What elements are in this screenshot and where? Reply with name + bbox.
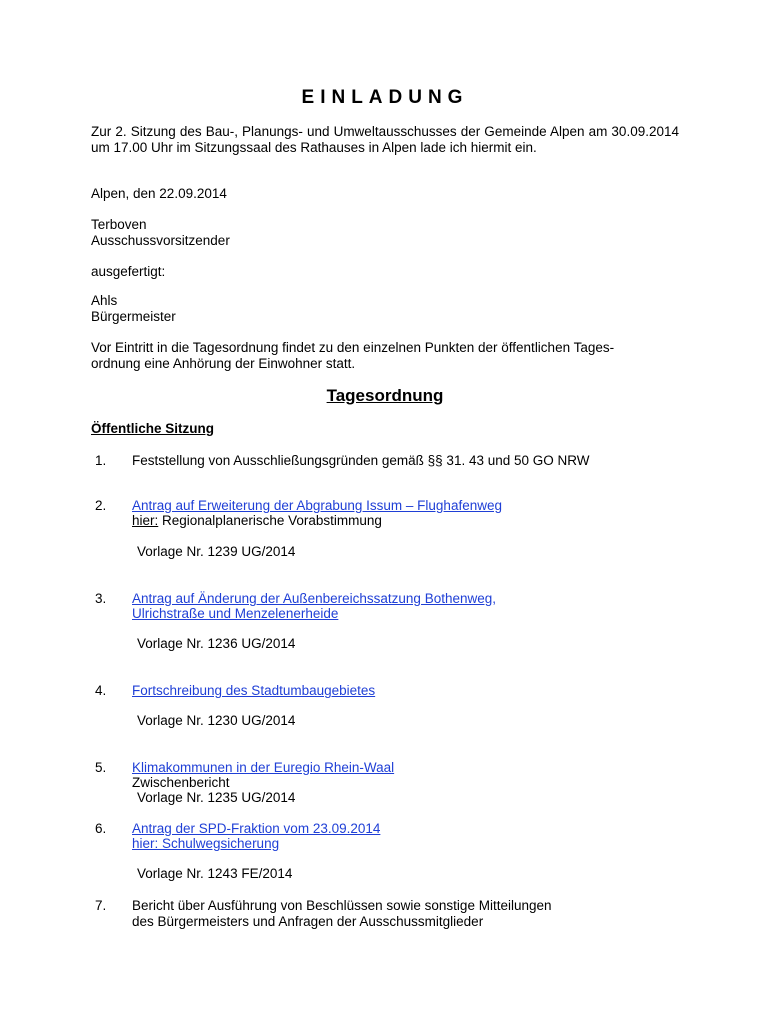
agenda-item-text: Feststellung von Ausschließungsgründen gemäß §§ 31. 43 und 50 GO NRW (132, 453, 590, 468)
agenda-item-number: 1. (95, 453, 107, 468)
agenda-item-number: 5. (95, 760, 107, 775)
issued-label: ausgefertigt: (91, 264, 166, 279)
vorlage-number: Vorlage Nr. 1243 FE/2014 (137, 866, 293, 881)
invitation-text: Zur 2. Sitzung des Bau-, Planungs- und Umweltausschusses der Gemeinde Alpen am 30.09.2014 um 17.00 Uhr im Sitzungssaal des Rathauses in Alpen lade ich hiermit ein. (91, 124, 679, 155)
document-title: EINLADUNG (301, 87, 469, 108)
signer-role: Ausschussvorsitzender (91, 233, 230, 248)
agenda-item-link-continued[interactable]: hier: Schulwegsicherung (132, 836, 280, 851)
hearing-note-line2: ordnung eine Anhörung der Einwohner statt. (91, 356, 356, 371)
signer-name: Terboven (91, 217, 147, 232)
agenda-item-subline: Zwischenbericht (132, 775, 230, 790)
vorlage-number: Vorlage Nr. 1239 UG/2014 (137, 544, 296, 559)
agenda-item-link[interactable]: Klimakommunen in der Euregio Rhein-Waal (132, 760, 395, 775)
agenda-heading: Tagesordnung (326, 386, 444, 405)
vorlage-number: Vorlage Nr. 1230 UG/2014 (137, 713, 296, 728)
agenda-item-number: 4. (95, 683, 107, 698)
agenda-item-text: Bericht über Ausführung von Beschlüssen sowie sonstige Mitteilungen (132, 898, 552, 913)
agenda-item-subline (132, 513, 382, 529)
subline-text: Regionalplanerische Vorabstimmung (158, 513, 382, 528)
vorlage-number: Vorlage Nr. 1235 UG/2014 (137, 790, 296, 805)
agenda-item-link[interactable]: Fortschreibung des Stadtumbaugebietes (132, 683, 376, 698)
agenda-item-number: 6. (95, 821, 107, 836)
agenda-item-number: 2. (95, 498, 107, 513)
date-line: Alpen, den 22.09.2014 (91, 186, 227, 201)
agenda-item-link[interactable]: Antrag auf Änderung der Außenbereichssatzung Bothenweg, (132, 591, 496, 606)
public-session-heading: Öffentliche Sitzung (91, 421, 214, 436)
vorlage-number: Vorlage Nr. 1236 UG/2014 (137, 636, 296, 651)
issuer-name: Ahls (91, 293, 118, 308)
agenda-item-text-continued: des Bürgermeisters und Anfragen der Ausschussmitglieder (132, 914, 484, 929)
agenda-item-link[interactable]: Antrag auf Erweiterung der Abgrabung Issum – Flughafenweg (132, 498, 502, 513)
agenda-item-link[interactable]: Antrag der SPD-Fraktion vom 23.09.2014 (132, 821, 381, 836)
agenda-item-number: 7. (95, 898, 107, 913)
issuer-role: Bürgermeister (91, 309, 176, 324)
hearing-note-line1: Vor Eintritt in die Tagesordnung findet zu den einzelnen Punkten der öffentlichen Tages- (91, 340, 615, 355)
agenda-item-number: 3. (95, 591, 107, 606)
agenda-item-link-continued[interactable]: Ulrichstraße und Menzelenerheide (132, 606, 339, 621)
hier-label: hier: (132, 513, 159, 528)
